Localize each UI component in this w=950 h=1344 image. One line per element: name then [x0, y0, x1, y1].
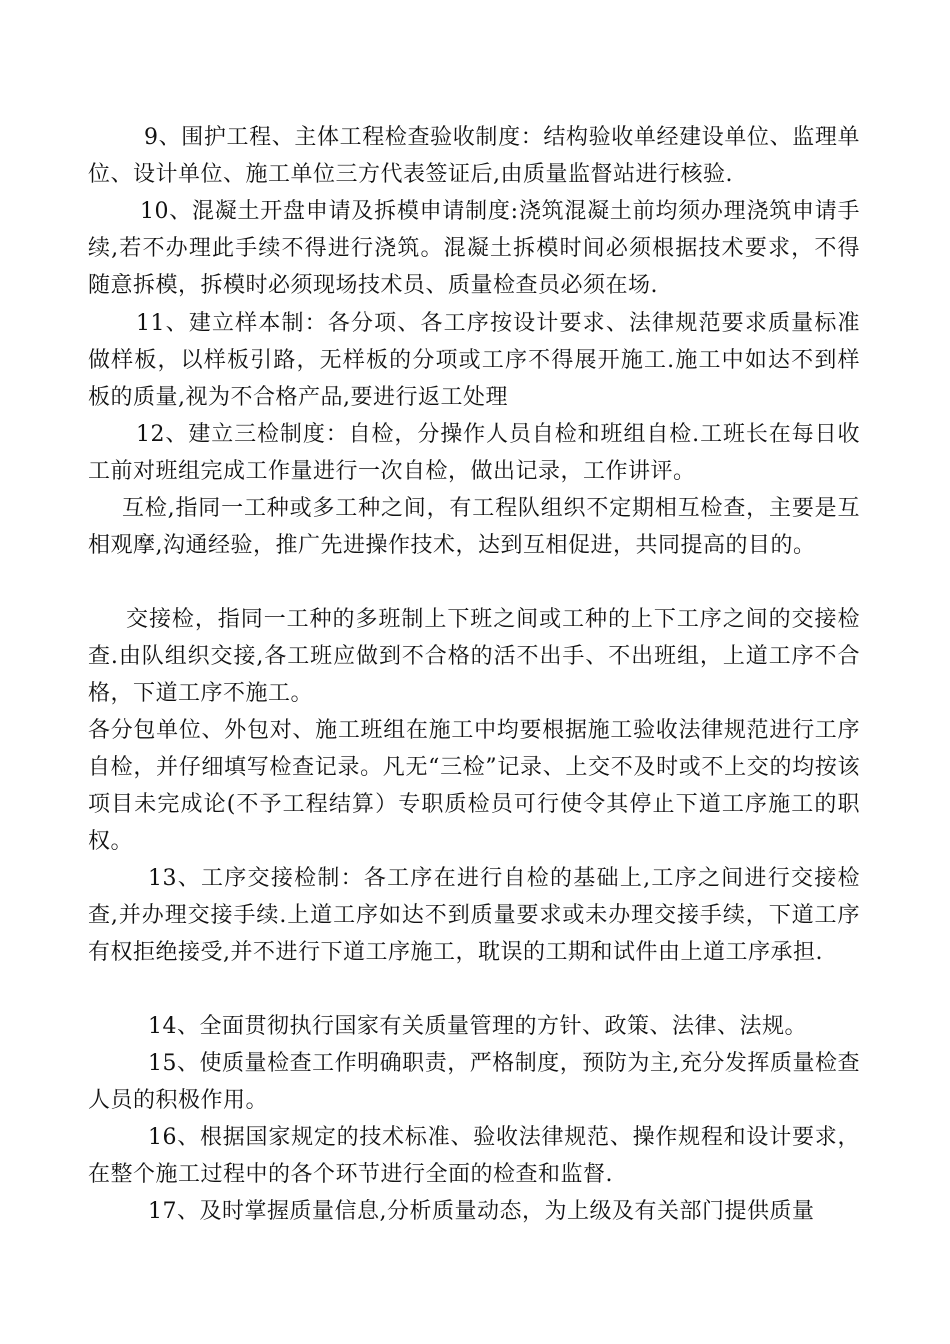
paragraph-12: 12、建立三检制度：自检，分操作人员自检和班组自检.工班长在每日收工前对班组完成工作量进行一次自检，做出记录，工作讲评。	[88, 422, 860, 484]
paragraph-17: 17、及时掌握质量信息,分析质量动态，为上级及有关部门提供质量	[148, 1199, 815, 1224]
paragraph-handover-check: 交接检，指同一工种的多班制上下班之间或工种的上下工序之间的交接检查.由队组织交接,各工班应做到不合格的活不出手、不出班组，上道工序不合格，下道工序不施工。	[88, 607, 860, 706]
paragraph-10: 10、混凝土开盘申请及拆模申请制度:浇筑混凝土前均须办理浇筑申请手续,若不办理此手续不得进行浇筑。混凝土拆模时间必须根据技术要求，不得随意拆模，拆模时必须现场技术员、质量检查员必须在场.	[88, 199, 860, 298]
paragraph-subcontractors: 各分包单位、外包对、施工班组在施工中均要根据施工验收法律规范进行工序自检，并仔细填写检查记录。凡无“三检”记录、上交不及时或不上交的均按该项目未完成论(不予工程结算）专职质检员可行使令其停止下道工序施工的职权。	[88, 718, 860, 854]
paragraph-15: 15、使质量检查工作明确职责，严格制度，预防为主,充分发挥质量检查人员的积极作用。	[88, 1051, 860, 1113]
paragraph-16: 16、根据国家规定的技术标准、验收法律规范、操作规程和设计要求，在整个施工过程中的各个环节进行全面的检查和监督.	[88, 1125, 860, 1187]
paragraph-13: 13、工序交接检制：各工序在进行自检的基础上,工序之间进行交接检查,并办理交接手续.上道工序如达不到质量要求或未办理交接手续，下道工序有权拒绝接受,并不进行下道工序施工，耽误的工期和试件由上道工序承担.	[88, 866, 860, 965]
paragraph-14: 14、全面贯彻执行国家有关质量管理的方针、政策、法律、法规。	[148, 1014, 807, 1039]
paragraph-mutual-check: 互检,指同一工种或多工种之间，有工程队组织不定期相互检查，主要是互相观摩,沟通经验，推广先进操作技术，达到互相促进，共同提高的目的。	[88, 496, 860, 558]
paragraph-9: 9、围护工程、主体工程检查验收制度：结构验收单经建设单位、监理单位、设计单位、施工单位三方代表签证后,由质量监督站进行核验.	[88, 125, 860, 187]
paragraph-11: 11、建立样本制：各分项、各工序按设计要求、法律规范要求质量标准做样板，以样板引路，无样板的分项或工序不得展开施工.施工中如达不到样板的质量,视为不合格产品,要进行返工处理	[88, 311, 860, 410]
